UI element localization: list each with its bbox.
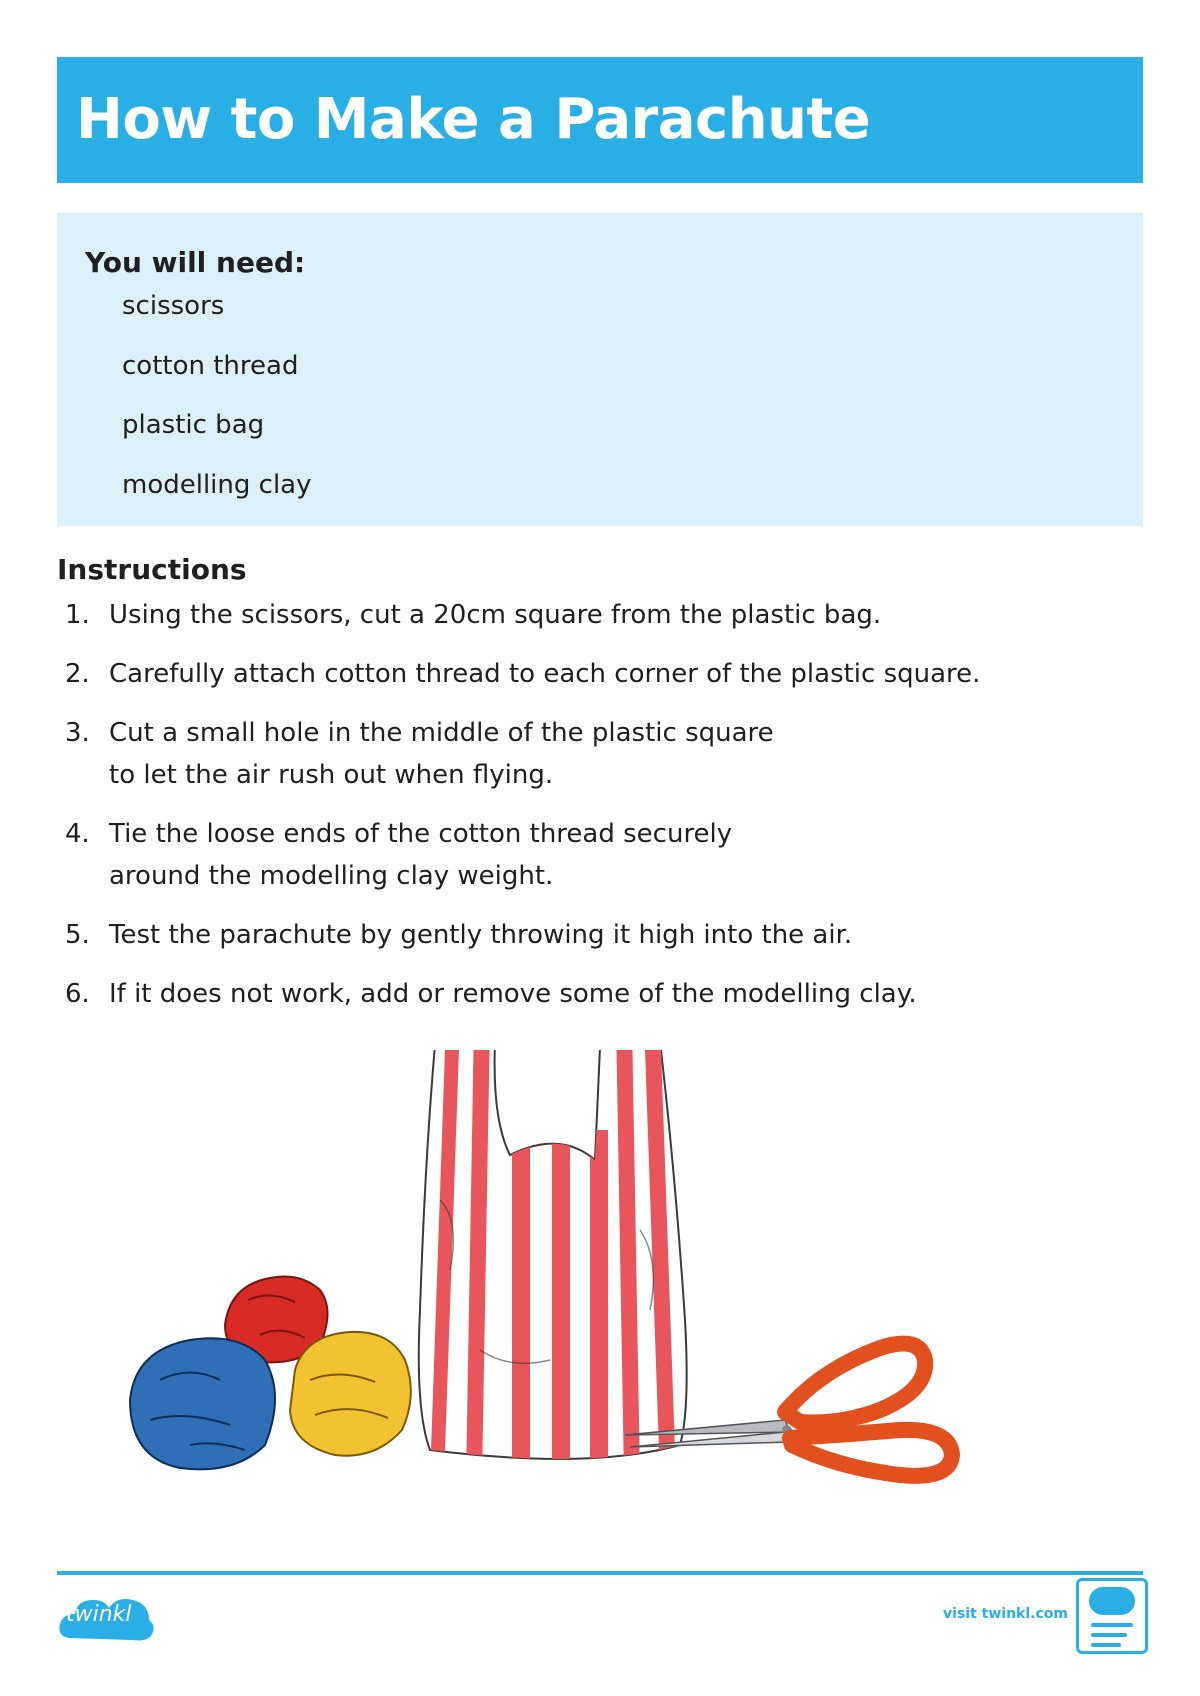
page-title: How to Make a Parachute bbox=[76, 87, 871, 152]
step-item bbox=[57, 914, 1137, 956]
step-text: Tie the loose ends of the cotton thread securely bbox=[109, 819, 733, 849]
step-number: 3. bbox=[65, 718, 90, 748]
step-item bbox=[57, 594, 1137, 636]
step-number: 6. bbox=[65, 979, 90, 1009]
needs-list bbox=[122, 289, 312, 527]
step-text: Using the scissors, cut a 20cm square from the plastic bag. bbox=[109, 600, 882, 630]
modelling-clay-icon bbox=[130, 1277, 411, 1470]
step-number: 2. bbox=[65, 659, 90, 689]
step-text: Carefully attach cotton thread to each corner of the plastic square. bbox=[109, 659, 981, 689]
step-text-continued: around the modelling clay weight. bbox=[109, 861, 554, 891]
plastic-bag-icon bbox=[419, 1050, 687, 1470]
you-will-need-panel bbox=[57, 213, 1143, 526]
step-number: 4. bbox=[65, 819, 90, 849]
quality-badge-icon bbox=[1076, 1578, 1148, 1654]
visit-link[interactable]: visit twinkl.com bbox=[943, 1606, 1068, 1622]
step-text-continued: to let the air rush out when flying. bbox=[109, 760, 554, 790]
step-item bbox=[57, 973, 1137, 1015]
step-item bbox=[57, 813, 1137, 897]
step-text: Cut a small hole in the middle of the plastic square bbox=[109, 718, 774, 748]
logo-text: twinkl bbox=[66, 1602, 132, 1627]
step-number: 5. bbox=[65, 920, 90, 950]
needs-item: modelling clay bbox=[122, 469, 312, 500]
needs-item: plastic bag bbox=[122, 410, 265, 440]
twinkl-logo[interactable] bbox=[57, 1588, 157, 1648]
needs-item: scissors bbox=[122, 291, 225, 321]
title-banner bbox=[57, 57, 1143, 183]
step-number: 1. bbox=[65, 600, 90, 630]
step-text: If it does not work, add or remove some of the modelling clay. bbox=[109, 979, 917, 1009]
step-item bbox=[57, 653, 1137, 695]
step-text: Test the parachute by gently throwing it high into the air. bbox=[109, 920, 853, 950]
materials-illustration bbox=[120, 1050, 1120, 1570]
needs-heading: You will need: bbox=[85, 246, 306, 279]
step-item bbox=[57, 712, 1137, 796]
instructions-list bbox=[57, 594, 1137, 1032]
needs-item: cotton thread bbox=[122, 350, 299, 381]
instructions-heading: Instructions bbox=[57, 553, 247, 586]
footer-divider bbox=[57, 1571, 1143, 1575]
